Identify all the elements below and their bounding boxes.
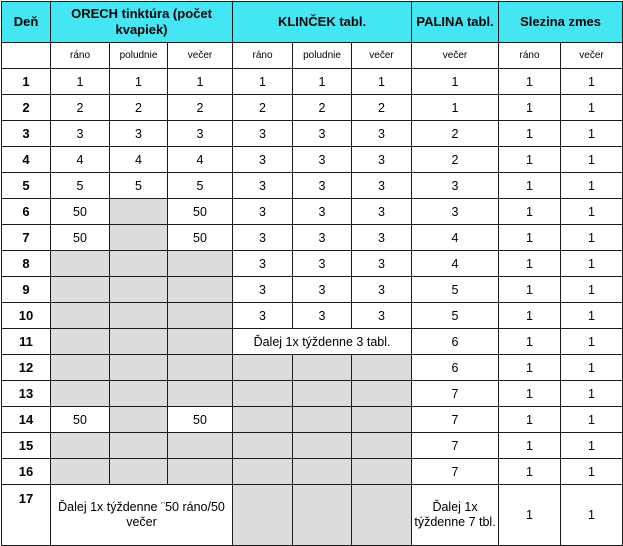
palina-note: Ďalej 1x týždenne 7 tbl. xyxy=(412,485,499,546)
day-cell: 2 xyxy=(2,95,51,121)
orech-cell: 3 xyxy=(168,121,233,147)
orech-cell xyxy=(168,277,233,303)
palina-cell: 2 xyxy=(412,121,499,147)
klincek-cell xyxy=(233,433,293,459)
klincek-cell xyxy=(293,433,352,459)
day-cell: 3 xyxy=(2,121,51,147)
orech-cell xyxy=(168,381,233,407)
palina-cell: 7 xyxy=(412,433,499,459)
slezina-cell: 1 xyxy=(561,69,623,95)
slezina-cell: 1 xyxy=(499,407,561,433)
klincek-cell xyxy=(352,407,412,433)
orech-cell: 50 xyxy=(168,199,233,225)
table-row xyxy=(2,121,623,147)
klincek-cell: 3 xyxy=(233,277,293,303)
slezina-cell: 1 xyxy=(561,147,623,173)
klincek-cell: 3 xyxy=(293,277,352,303)
palina-cell: 7 xyxy=(412,407,499,433)
klincek-cell xyxy=(233,407,293,433)
slezina-cell: 1 xyxy=(561,459,623,485)
subheader-klincek-vecer: večer xyxy=(352,43,412,69)
header-row xyxy=(2,2,623,43)
slezina-cell: 1 xyxy=(561,95,623,121)
day-cell: 15 xyxy=(2,433,51,459)
klincek-cell xyxy=(233,459,293,485)
header-klincek: KLINČEK tabl. xyxy=(233,2,412,43)
day-cell: 8 xyxy=(2,251,51,277)
orech-cell xyxy=(51,251,110,277)
slezina-cell: 1 xyxy=(499,69,561,95)
table-row xyxy=(2,355,623,381)
orech-cell: 5 xyxy=(110,173,168,199)
orech-cell xyxy=(110,355,168,381)
palina-cell: 4 xyxy=(412,251,499,277)
table-row xyxy=(2,225,623,251)
klincek-cell: 3 xyxy=(233,173,293,199)
table-row xyxy=(2,381,623,407)
klincek-cell xyxy=(233,355,293,381)
palina-cell: 3 xyxy=(412,173,499,199)
klincek-cell: 3 xyxy=(233,225,293,251)
orech-cell: 2 xyxy=(110,95,168,121)
day-cell: 12 xyxy=(2,355,51,381)
table-row xyxy=(2,459,623,485)
orech-cell xyxy=(110,225,168,251)
day-cell: 4 xyxy=(2,147,51,173)
slezina-cell: 1 xyxy=(561,277,623,303)
klincek-cell: 3 xyxy=(293,199,352,225)
orech-cell xyxy=(110,433,168,459)
slezina-cell: 1 xyxy=(561,381,623,407)
palina-cell: 7 xyxy=(412,459,499,485)
slezina-cell: 1 xyxy=(499,121,561,147)
orech-cell: 50 xyxy=(51,225,110,251)
orech-cell: 5 xyxy=(51,173,110,199)
day-cell: 10 xyxy=(2,303,51,329)
klincek-cell xyxy=(293,407,352,433)
slezina-cell: 1 xyxy=(499,485,561,546)
subheader-orech-rano: ráno xyxy=(51,43,110,69)
orech-cell xyxy=(168,433,233,459)
klincek-cell: 3 xyxy=(352,303,412,329)
klincek-cell: 3 xyxy=(293,173,352,199)
palina-cell: 2 xyxy=(412,147,499,173)
orech-cell: 5 xyxy=(168,173,233,199)
table-row xyxy=(2,173,623,199)
slezina-cell: 1 xyxy=(499,199,561,225)
subheader-slezina-rano: ráno xyxy=(499,43,561,69)
klincek-cell xyxy=(352,381,412,407)
dosage-schedule-table xyxy=(1,1,623,546)
orech-cell xyxy=(51,459,110,485)
table-row xyxy=(2,277,623,303)
slezina-cell: 1 xyxy=(499,277,561,303)
klincek-cell: 3 xyxy=(233,303,293,329)
table-row xyxy=(2,95,623,121)
klincek-cell xyxy=(293,459,352,485)
header-slezina: Slezina zmes xyxy=(499,2,623,43)
slezina-cell: 1 xyxy=(499,225,561,251)
orech-cell: 50 xyxy=(51,407,110,433)
palina-cell: 5 xyxy=(412,303,499,329)
slezina-cell: 1 xyxy=(561,485,623,546)
klincek-cell: 3 xyxy=(233,147,293,173)
table-row xyxy=(2,147,623,173)
klincek-cell: 3 xyxy=(352,173,412,199)
klincek-cell xyxy=(352,433,412,459)
slezina-cell: 1 xyxy=(561,355,623,381)
table-row xyxy=(2,303,623,329)
day-cell: 16 xyxy=(2,459,51,485)
slezina-cell: 1 xyxy=(561,329,623,355)
table-row xyxy=(2,485,623,546)
day-cell: 7 xyxy=(2,225,51,251)
orech-cell xyxy=(168,303,233,329)
orech-cell xyxy=(51,433,110,459)
orech-cell: 3 xyxy=(110,121,168,147)
day-cell: 5 xyxy=(2,173,51,199)
day-cell: 11 xyxy=(2,329,51,355)
palina-cell: 3 xyxy=(412,199,499,225)
subheader-orech-poludnie: poludnie xyxy=(110,43,168,69)
klincek-cell: 3 xyxy=(352,251,412,277)
slezina-cell: 1 xyxy=(561,251,623,277)
table-row xyxy=(2,329,623,355)
palina-cell: 4 xyxy=(412,225,499,251)
klincek-cell: 1 xyxy=(233,69,293,95)
slezina-cell: 1 xyxy=(561,173,623,199)
slezina-cell: 1 xyxy=(499,251,561,277)
palina-cell: 6 xyxy=(412,355,499,381)
subheader-klincek-rano: ráno xyxy=(233,43,293,69)
orech-cell xyxy=(168,329,233,355)
orech-cell: 1 xyxy=(110,69,168,95)
orech-cell: 3 xyxy=(51,121,110,147)
orech-cell: 50 xyxy=(168,407,233,433)
klincek-cell: 3 xyxy=(233,199,293,225)
orech-cell: 4 xyxy=(110,147,168,173)
klincek-cell xyxy=(293,355,352,381)
klincek-cell: 3 xyxy=(352,147,412,173)
orech-cell xyxy=(51,277,110,303)
palina-cell: 1 xyxy=(412,69,499,95)
orech-cell xyxy=(51,329,110,355)
klincek-cell: 3 xyxy=(233,251,293,277)
orech-cell xyxy=(110,329,168,355)
orech-cell xyxy=(51,355,110,381)
orech-cell xyxy=(51,303,110,329)
day-cell: 17 xyxy=(2,485,51,546)
klincek-cell: 3 xyxy=(293,225,352,251)
subheader-klincek-poludnie: poludnie xyxy=(293,43,352,69)
klincek-cell xyxy=(293,381,352,407)
header-den: Deň xyxy=(2,2,51,43)
klincek-cell: 1 xyxy=(293,69,352,95)
slezina-cell: 1 xyxy=(561,407,623,433)
slezina-cell: 1 xyxy=(499,381,561,407)
klincek-cell: 3 xyxy=(352,225,412,251)
slezina-cell: 1 xyxy=(499,433,561,459)
orech-cell: 2 xyxy=(51,95,110,121)
table-row xyxy=(2,199,623,225)
orech-cell xyxy=(110,251,168,277)
orech-cell: 50 xyxy=(51,199,110,225)
subheader-palina-vecer: večer xyxy=(412,43,499,69)
orech-cell xyxy=(110,381,168,407)
klincek-cell: 3 xyxy=(293,121,352,147)
slezina-cell: 1 xyxy=(499,147,561,173)
orech-cell xyxy=(110,407,168,433)
header-orech: ORECH tinktúra (počet kvapiek) xyxy=(51,2,233,43)
table-row xyxy=(2,251,623,277)
header-palina: PALINA tabl. xyxy=(412,2,499,43)
orech-cell xyxy=(110,277,168,303)
orech-cell: 4 xyxy=(51,147,110,173)
klincek-cell xyxy=(352,459,412,485)
orech-cell xyxy=(110,199,168,225)
palina-cell: 1 xyxy=(412,95,499,121)
table-row xyxy=(2,407,623,433)
day-cell: 14 xyxy=(2,407,51,433)
slezina-cell: 1 xyxy=(499,329,561,355)
palina-cell: 7 xyxy=(412,381,499,407)
klincek-cell xyxy=(352,355,412,381)
orech-cell xyxy=(110,459,168,485)
klincek-cell xyxy=(293,485,352,546)
orech-note: Ďalej 1x týždenne ¨50 ráno/50 večer xyxy=(51,485,233,546)
orech-cell xyxy=(51,381,110,407)
orech-cell: 50 xyxy=(168,225,233,251)
table-row xyxy=(2,433,623,459)
slezina-cell: 1 xyxy=(499,303,561,329)
klincek-cell: 2 xyxy=(352,95,412,121)
klincek-note: Ďalej 1x týždenne 3 tabl. xyxy=(233,329,412,355)
slezina-cell: 1 xyxy=(561,225,623,251)
day-cell: 13 xyxy=(2,381,51,407)
palina-cell: 6 xyxy=(412,329,499,355)
klincek-cell xyxy=(233,485,293,546)
palina-cell: 5 xyxy=(412,277,499,303)
klincek-cell xyxy=(233,381,293,407)
subheader-row xyxy=(2,43,623,69)
slezina-cell: 1 xyxy=(499,355,561,381)
slezina-cell: 1 xyxy=(561,199,623,225)
slezina-cell: 1 xyxy=(499,95,561,121)
klincek-cell: 1 xyxy=(352,69,412,95)
day-cell: 6 xyxy=(2,199,51,225)
orech-cell: 2 xyxy=(168,95,233,121)
klincek-cell: 3 xyxy=(352,199,412,225)
slezina-cell: 1 xyxy=(561,121,623,147)
klincek-cell: 3 xyxy=(352,121,412,147)
orech-cell: 1 xyxy=(51,69,110,95)
orech-cell xyxy=(168,355,233,381)
slezina-cell: 1 xyxy=(561,433,623,459)
klincek-cell: 3 xyxy=(293,303,352,329)
klincek-cell: 2 xyxy=(233,95,293,121)
day-cell: 1 xyxy=(2,69,51,95)
klincek-cell: 2 xyxy=(293,95,352,121)
klincek-cell: 3 xyxy=(233,121,293,147)
klincek-cell xyxy=(352,485,412,546)
table-row xyxy=(2,69,623,95)
orech-cell xyxy=(168,459,233,485)
klincek-cell: 3 xyxy=(293,147,352,173)
day-cell: 9 xyxy=(2,277,51,303)
klincek-cell: 3 xyxy=(352,277,412,303)
subheader-orech-vecer: večer xyxy=(168,43,233,69)
slezina-cell: 1 xyxy=(499,173,561,199)
orech-cell xyxy=(168,251,233,277)
orech-cell: 1 xyxy=(168,69,233,95)
klincek-cell: 3 xyxy=(293,251,352,277)
subheader-slezina-vecer: večer xyxy=(561,43,623,69)
orech-cell: 4 xyxy=(168,147,233,173)
slezina-cell: 1 xyxy=(561,303,623,329)
subheader-empty xyxy=(2,43,51,69)
orech-cell xyxy=(110,303,168,329)
slezina-cell: 1 xyxy=(499,459,561,485)
